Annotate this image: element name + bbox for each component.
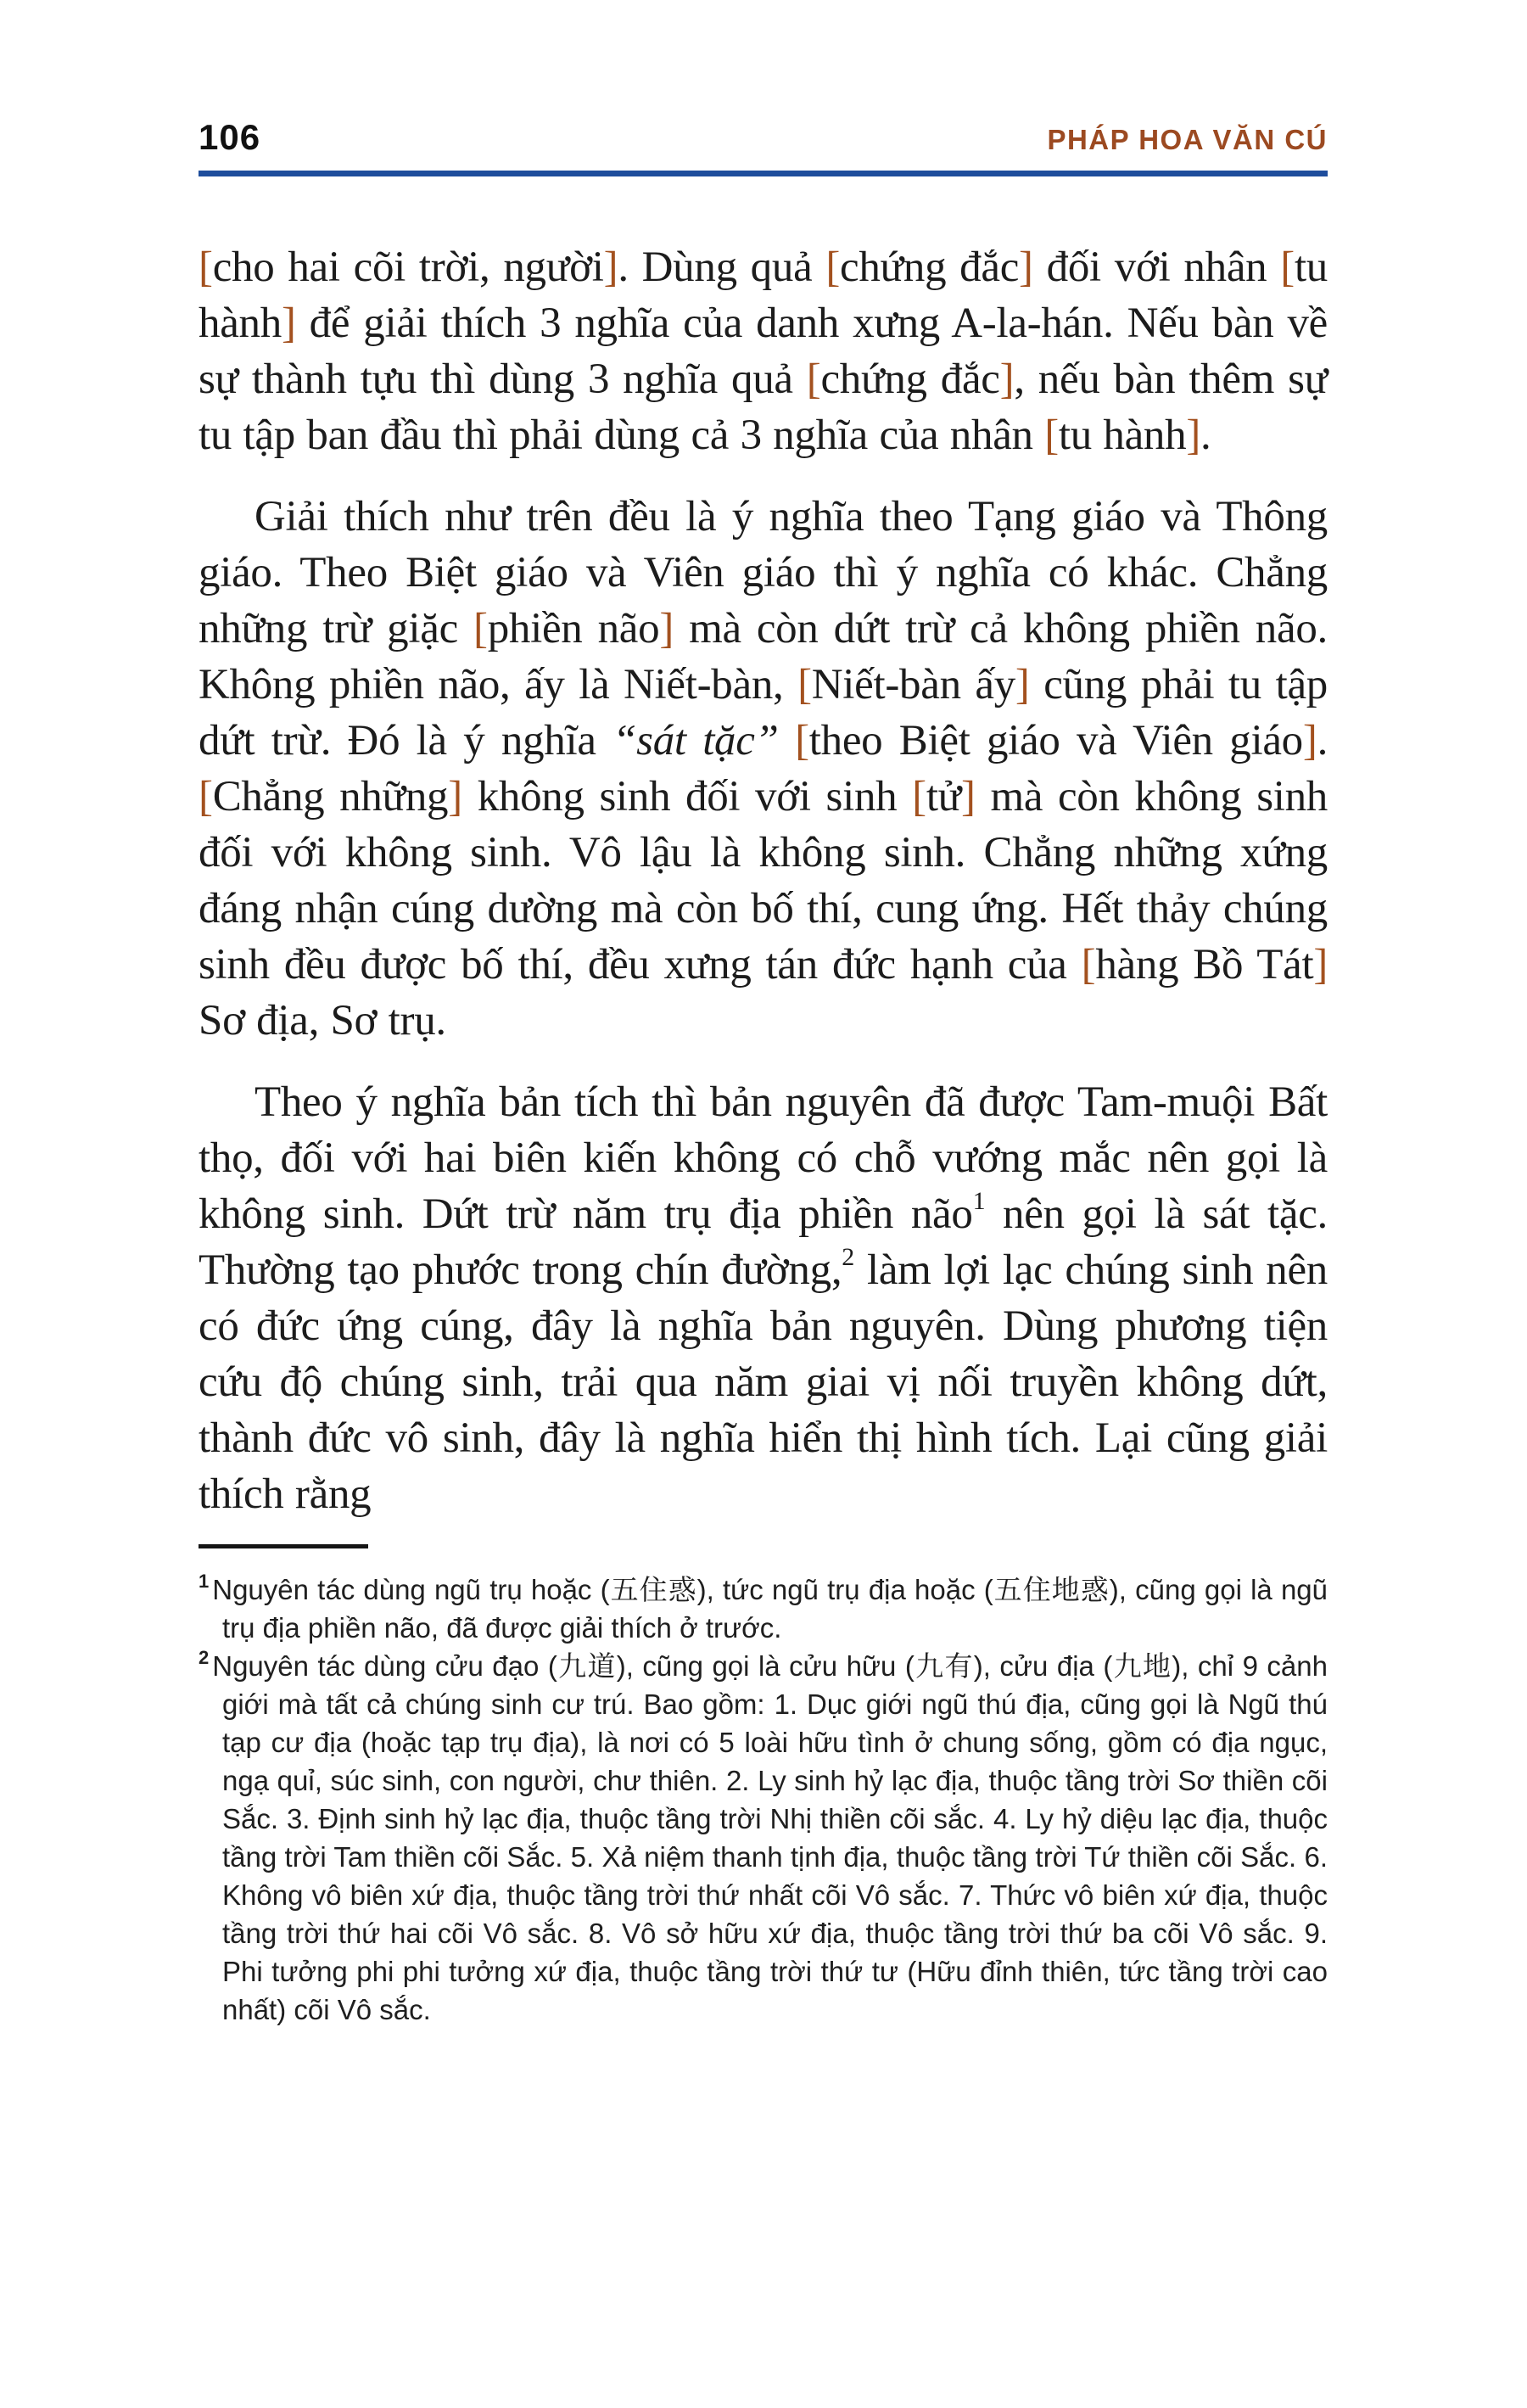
italic-term: “sát tặc” — [612, 717, 779, 764]
body-text — [199, 239, 1328, 1522]
footnote-ref: 2 — [842, 1243, 854, 1271]
body-paragraph: Giải thích như trên đều là ý nghĩa theo Tạng giáo và Thông giáo. Theo Biệt giáo và Viên giáo thì ý nghĩa có khác. Chẳng những trừ giặc [phiền não] mà còn dứt trừ cả không phiền não. Không phiền não, ấy là Niết-bàn, [Niết-bàn ấy] cũng phải tu tập dứt trừ. Đó là ý nghĩa “sát tặc” [theo Biệt giáo và Viên giáo]. [Chẳng những] không sinh đối với sinh [tử] mà còn không sinh đối với không sinh. Vô lậu là không sinh. Chẳng những xứng đáng nhận cúng dường mà còn bố thí, cung ứng. Hết thảy chúng sinh đều được bố thí, đều xưng tán đức hạnh của [hàng Bồ Tát] Sơ địa, Sơ trụ. — [199, 493, 1328, 1044]
editorial-bracket: [ — [199, 244, 213, 291]
body-paragraph: [cho hai cõi trời, người]. Dùng quả [chứng đắc] đối với nhân [tu hành] để giải thích 3 nghĩa của danh xưng A-la-hán. Nếu bàn về sự thành tựu thì dùng 3 nghĩa quả [chứng đắc], nếu bàn thêm sự tu tập ban đầu thì phải dùng cả 3 nghĩa của nhân [tu hành]. — [199, 244, 1328, 459]
editorial-bracket: [ — [199, 773, 213, 820]
editorial-bracket: ] — [961, 773, 976, 820]
editorial-bracket: [ — [797, 661, 812, 708]
editorial-bracket: [ — [473, 605, 488, 652]
editorial-bracket: ] — [448, 773, 462, 820]
editorial-bracket: ] — [1019, 244, 1033, 291]
editorial-bracket: ] — [1313, 941, 1328, 988]
header-rule — [199, 171, 1328, 176]
editorial-bracket: [ — [825, 244, 840, 291]
editorial-bracket: ] — [659, 605, 674, 652]
footnote — [199, 1647, 1328, 2029]
editorial-bracket: [ — [806, 356, 821, 403]
editorial-bracket: ] — [281, 300, 296, 347]
editorial-bracket: ] — [1302, 717, 1317, 764]
footnotes — [199, 1571, 1328, 2029]
editorial-bracket: [ — [1280, 244, 1295, 291]
footnote — [199, 1571, 1328, 1647]
footnote-separator-rule — [199, 1544, 368, 1548]
footnote-text: Nguyên tác dùng ngũ trụ hoặc (五住惑), tức ngũ trụ địa hoặc (五住地惑), cũng gọi là ngũ trụ địa phiền não, đã được giải thích ở trước. — [212, 1574, 1328, 1644]
footnote-marker: 1 — [199, 1571, 210, 1592]
editorial-bracket: ] — [1186, 412, 1201, 459]
footnote-ref: 1 — [972, 1187, 986, 1215]
editorial-bracket: [ — [1044, 412, 1059, 459]
editorial-bracket: [ — [795, 717, 809, 764]
footnote-marker: 2 — [199, 1647, 210, 1668]
footnote-text: Nguyên tác dùng cửu đạo (九道), cũng gọi là cửu hữu (九有), cửu địa (九地), chỉ 9 cảnh giới mà tất cả chúng sinh cư trú. Bao gồm: 1. Dục giới ngũ thú địa, cũng gọi là Ngũ thú tạp cư địa (hoặc tạp trụ địa), là nơi có 5 loài hữu tình ở chung sống, gồm có địa ngục, ngạ quỉ, súc sinh, con người, chư thiên. 2. Ly sinh hỷ lạc địa, thuộc tầng trời Sơ thiền cõi Sắc. 3. Định sinh hỷ lạc địa, thuộc tầng trời Nhị thiền cõi sắc. 4. Ly hỷ diệu lạc địa, thuộc tầng trời Tam thiền cõi Sắc. 5. Xả niệm thanh tịnh địa, thuộc tầng trời Tứ thiền cõi Sắc. 6. Không vô biên xứ địa, thuộc tầng trời thứ nhất cõi Vô sắc. 7. Thức vô biên xứ địa, thuộc tầng trời thứ hai cõi Vô sắc. 8. Vô sở hữu xứ địa, thuộc tầng trời thứ ba cõi Vô sắc. 9. Phi tưởng phi phi tưởng xứ địa, thuộc tầng trời thứ tư (Hữu đỉnh thiên, tức tầng trời cao nhất) cõi Vô sắc. — [212, 1650, 1328, 2025]
body-paragraph: Theo ý nghĩa bản tích thì bản nguyên đã được Tam-muội Bất thọ, đối với hai biên kiến không có chỗ vướng mắc nên gọi là không sinh. Dứt trừ năm trụ địa phiền não$^1$ nên gọi là sát tặc. Thường tạo phước trong chín đường,$^2$ làm lợi lạc chúng sinh nên có đức ứng cúng, đây là nghĩa bản nguyên. Dùng phương tiện cứu độ chúng sinh, trải qua năm giai vị nối truyền không dứt, thành đức vô sinh, đây là nghĩa hiển thị hình tích. Lại cũng giải thích rằng — [199, 1078, 1328, 1518]
running-title: PHÁP HOA VĂN CÚ — [1047, 124, 1328, 155]
editorial-bracket: ] — [603, 244, 618, 291]
editorial-bracket: [ — [912, 773, 926, 820]
running-head — [199, 117, 1328, 158]
editorial-bracket: ] — [1015, 661, 1030, 708]
page-number: 106 — [199, 117, 261, 157]
book-page — [0, 117, 1527, 2408]
editorial-bracket: [ — [1081, 941, 1096, 988]
editorial-bracket: ] — [999, 356, 1015, 403]
